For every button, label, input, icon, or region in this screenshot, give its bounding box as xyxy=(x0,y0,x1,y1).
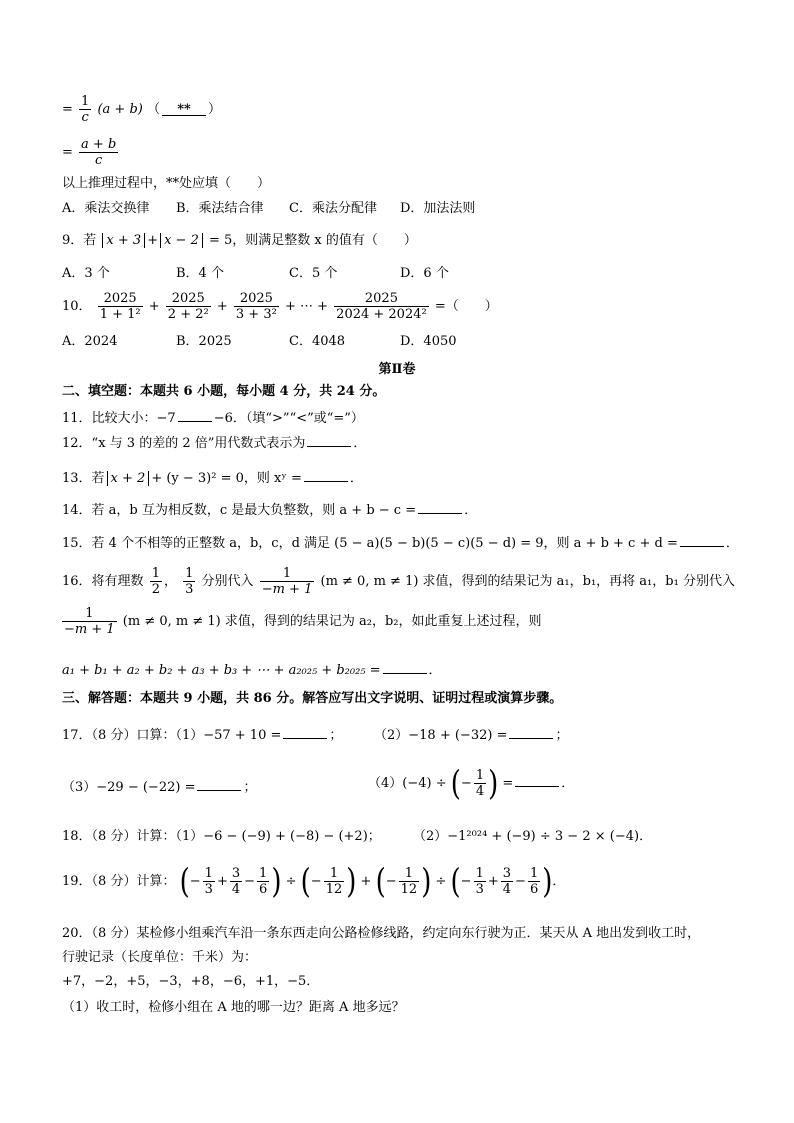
expr-a-plus-b: (a + b) xyxy=(97,102,143,117)
ellipsis: + ⋯ + xyxy=(284,299,329,314)
frac-num: 1 xyxy=(475,768,485,783)
q9-abs-2: x − 2 xyxy=(160,233,203,248)
paren-close: ) xyxy=(346,862,357,901)
q13-prefix: 13．若 xyxy=(62,471,105,486)
frac-den: 4 xyxy=(502,882,512,897)
q14-prefix: 14．若 a，b 互为相反数，c 是最大负整数，则 a + b − c = xyxy=(62,503,417,518)
q10-choice-c: C．4048 xyxy=(289,334,346,349)
question-17-part-3 xyxy=(62,777,256,796)
frac-den: 3 xyxy=(475,882,484,897)
q14-suffix: ． xyxy=(464,503,478,518)
q17-p2-prefix: （2）−18 + (−32) = xyxy=(374,728,508,743)
plus: + xyxy=(216,299,228,314)
frac-num: 1 xyxy=(62,606,117,622)
fraction-a-plus-b-over-c xyxy=(79,137,118,168)
choice-c: C．乘法分配律 xyxy=(289,201,377,216)
q17-p4-blank[interactable] xyxy=(515,773,559,787)
equals-sign: = xyxy=(62,145,73,160)
frac-den: 3 xyxy=(185,582,194,597)
frac-num: 1 xyxy=(81,94,90,109)
note-blank: ** xyxy=(162,102,206,116)
q9-label: 9．若 xyxy=(62,233,97,248)
question-16-line-1 xyxy=(62,566,735,597)
frac-num: 1 xyxy=(399,866,420,882)
frac-den: 3 xyxy=(204,882,213,897)
q16-line2-suffix: (m ≠ 0, m ≠ 1) 求值，得到的结果记为 a₂，b₂，如此重复上述过程，则 xyxy=(122,614,542,629)
q17-p2-blank[interactable] xyxy=(509,725,553,739)
q9-choice-a: A．3 个 xyxy=(62,266,110,281)
frac-den: 4 xyxy=(231,882,241,897)
paren-close: ) xyxy=(542,862,553,901)
q10-choice-d: D．4050 xyxy=(400,334,457,349)
equals-sign: = xyxy=(62,102,73,117)
paren-close: ) xyxy=(271,862,282,901)
frac-den: 12 xyxy=(400,882,418,897)
plus: + xyxy=(148,299,160,314)
derivation-step-1 xyxy=(62,94,221,125)
frac-num: 1 xyxy=(475,866,484,881)
question-20-line-4: （1）收工时，检修小组在 A 地的哪一边？距离 A 地多远？ xyxy=(62,1000,405,1015)
frac-den: 3 + 3² xyxy=(235,307,277,322)
paren-open: ( xyxy=(375,862,386,901)
frac-num: 2025 xyxy=(334,291,429,307)
q17-p1-blank[interactable] xyxy=(283,725,327,739)
question-19: 19．（8 分）计算： (− $\frac{1}{3}$ + $\frac{3}{4}$ − $\frac{1}{6}$ ) ÷ (− $\frac{1}{12}$ ) + (− $\frac{1}{12}$ ) ÷ (− $\frac{1}{3}$ + $\frac{3}{4}$ − $\frac{1}{6}$ )． xyxy=(62,862,566,901)
frac-num: 3 xyxy=(231,866,241,881)
fraction-one-sixth xyxy=(528,866,540,897)
frac-num: 3 xyxy=(502,866,512,881)
question-12 xyxy=(62,433,366,452)
q16-blank[interactable] xyxy=(383,660,427,674)
q10-term-3 xyxy=(234,291,279,322)
question-15 xyxy=(62,533,739,552)
frac-den: −m + 1 xyxy=(261,582,313,597)
q19-suffix: ． xyxy=(552,874,566,889)
fraction-one-sixth xyxy=(257,866,269,897)
frac-num: 1 xyxy=(260,566,315,582)
q15-suffix: ． xyxy=(725,536,739,551)
q9-choice-d: D．6 个 xyxy=(400,266,449,281)
q10-tail: =（ ） xyxy=(434,299,498,314)
question-20-line-2: 行驶记录（长度单位：千米）为： xyxy=(62,950,258,965)
derivation-step-2 xyxy=(62,137,120,168)
q12-prefix: 12．“x 与 3 的差的 2 倍”用代数式表示为 xyxy=(62,436,306,451)
q17-p3-blank[interactable] xyxy=(197,777,241,791)
q12-blank[interactable] xyxy=(307,433,351,447)
paren-close: ) xyxy=(488,764,499,803)
frac-num: 1 xyxy=(324,866,345,882)
note-open: （ xyxy=(146,102,160,117)
frac-den: c xyxy=(95,153,103,168)
choice-b: B．乘法结合律 xyxy=(176,201,264,216)
q17-p4-suffix: ． xyxy=(561,776,575,791)
frac-num: a + b xyxy=(81,137,117,152)
frac-den: 2 + 2² xyxy=(167,307,209,322)
frac-num: 1 xyxy=(204,866,213,881)
fraction-one-third xyxy=(474,866,486,897)
q10-term-4 xyxy=(334,291,429,322)
paren-open: ( xyxy=(300,862,311,901)
frac-den: 12 xyxy=(325,882,343,897)
fraction-1-over-minus-m-plus-1 xyxy=(62,606,117,637)
question-10 xyxy=(62,291,498,322)
q14-blank[interactable] xyxy=(418,500,462,514)
comma: ， xyxy=(163,574,177,589)
frac-num: 2025 xyxy=(166,291,211,307)
q17-p1-prefix: 17．（8 分）口算：（1）−57 + 10 = xyxy=(62,728,282,743)
q9-choice-b: B．4 个 xyxy=(176,266,224,281)
question-16-line-3 xyxy=(62,660,442,679)
q16-suffix: ． xyxy=(428,663,442,678)
question-13 xyxy=(62,468,363,487)
q16-sum-expr: a₁ + b₁ + a₂ + b₂ + a₃ + b₃ + ⋯ + a₂₀₂₅ + b₂₀₂₅ = xyxy=(62,663,381,678)
q17-p1-suffix: ； xyxy=(329,728,343,743)
frac-num: 1 xyxy=(529,866,539,881)
fraction-one-twelfth xyxy=(399,866,420,897)
question-16-line-2 xyxy=(62,606,541,637)
frac-num: 1 xyxy=(185,566,194,581)
q15-blank[interactable] xyxy=(680,533,724,547)
fraction-quarter xyxy=(474,768,486,799)
q11-blank[interactable] xyxy=(178,408,212,422)
fraction-1-over-c xyxy=(79,94,91,125)
fraction-three-quarters xyxy=(230,866,242,897)
question-18-part-1: 18．（8 分）计算：（1）−6 − (−9) + (−8) − (+2)； xyxy=(62,829,381,844)
question-17-part-4: （4）(−4) ÷ (− $\frac{1}{4}$ ) = ． xyxy=(368,764,575,803)
q9-plus: + xyxy=(147,233,159,248)
q9-rest: = 5，则满足整数 x 的值有（ ） xyxy=(209,233,417,248)
q19-prefix: 19．（8 分）计算： xyxy=(62,874,176,889)
frac-den: 2024 + 2024² xyxy=(336,307,427,322)
q13-blank[interactable] xyxy=(304,468,348,482)
frac-den: c xyxy=(81,110,89,125)
question-20-line-3: +7，−2，+5，−3，+8，−6，+1，−5． xyxy=(62,974,320,989)
fraction-one-third xyxy=(203,866,215,897)
q9-abs-1: x + 3 xyxy=(102,233,145,248)
q13-mid: + (y − 3)² = 0，则 xʸ = xyxy=(151,471,302,486)
frac-den: 1 + 1² xyxy=(99,307,141,322)
question-8-stem: 以上推理过程中，**处应填（ ） xyxy=(62,176,271,191)
frac-den: 6 xyxy=(529,882,539,897)
frac-num: 2025 xyxy=(234,291,279,307)
q16-mid: 分别代入 xyxy=(201,574,254,589)
fraction-half xyxy=(150,566,162,597)
question-20-line-1: 20．（8 分）某检修小组乘汽车沿一条东西走向公路检修线路，约定向东行驶为正．某天从 A 地出发到收工时， xyxy=(62,926,701,941)
q16-prefix: 16．将有理数 xyxy=(62,574,144,589)
q11-prefix: 11．比较大小：−7 xyxy=(62,411,176,426)
q17-p4-prefix: （4）(−4) ÷ xyxy=(368,776,447,791)
question-14 xyxy=(62,500,477,519)
paren-close: ) xyxy=(421,862,432,901)
fraction-third xyxy=(183,566,195,597)
question-18-part-2: （2）−1²⁰²⁴ + (−9) ÷ 3 − 2 × (−4)． xyxy=(413,829,653,844)
q13-suffix: ． xyxy=(349,471,363,486)
choice-a: A．乘法交换律 xyxy=(62,201,150,216)
fraction-one-twelfth xyxy=(324,866,345,897)
q10-term-1 xyxy=(98,291,143,322)
paren-open: ( xyxy=(450,862,461,901)
q17-p2-suffix: ； xyxy=(555,728,569,743)
q9-choice-c: C．5 个 xyxy=(289,266,338,281)
frac-den: 4 xyxy=(475,784,485,799)
q13-abs: x + 2 xyxy=(107,471,150,486)
q12-suffix: ． xyxy=(353,436,367,451)
q17-p3-suffix: ； xyxy=(243,780,257,795)
q16-line1-suffix: (m ≠ 0, m ≠ 1) 求值，得到的结果记为 a₁，b₁，再将 a₁，b₁ 分别代入 xyxy=(320,574,735,589)
note-close: ） xyxy=(208,102,222,117)
frac-num: 1 xyxy=(151,566,160,581)
frac-num: 1 xyxy=(259,866,268,881)
fraction-three-quarters xyxy=(501,866,513,897)
question-17-part-2 xyxy=(374,725,568,744)
q10-label: 10． xyxy=(62,299,92,314)
q11-suffix: −6．（填“>”“<”或“=”） xyxy=(213,411,364,426)
section-2-header: 二、填空题：本题共 6 小题，每小题 4 分，共 24 分。 xyxy=(62,384,386,399)
frac-num: 2025 xyxy=(98,291,143,307)
q15-prefix: 15．若 4 个不相等的正整数 a，b，c，d 满足 (5 − a)(5 − b)(5 − c)(5 − d) = 9，则 a + b + c + d = xyxy=(62,536,678,551)
frac-den: 2 xyxy=(151,582,160,597)
frac-den: 6 xyxy=(259,882,268,897)
q17-p3-prefix: （3）−29 − (−22) = xyxy=(62,780,196,795)
q10-choice-a: A．2024 xyxy=(62,334,118,349)
choice-d: D．加法法则 xyxy=(400,201,476,216)
question-9 xyxy=(62,233,417,249)
q10-choice-b: B．2025 xyxy=(176,334,232,349)
frac-den: −m + 1 xyxy=(64,622,115,637)
question-17-part-1 xyxy=(62,725,342,744)
q10-term-2 xyxy=(166,291,211,322)
section-2-title: 第Ⅱ卷 xyxy=(378,362,416,377)
paren-open: ( xyxy=(179,862,190,901)
section-3-header: 三、解答题：本题共 9 小题，共 86 分。解答应写出文字说明、证明过程或演算步骤。 xyxy=(62,691,563,706)
question-11 xyxy=(62,408,364,427)
q17-p4-equals: = xyxy=(502,776,514,791)
paren-open: ( xyxy=(450,764,461,803)
fraction-1-over-minus-m-plus-1 xyxy=(260,566,315,597)
